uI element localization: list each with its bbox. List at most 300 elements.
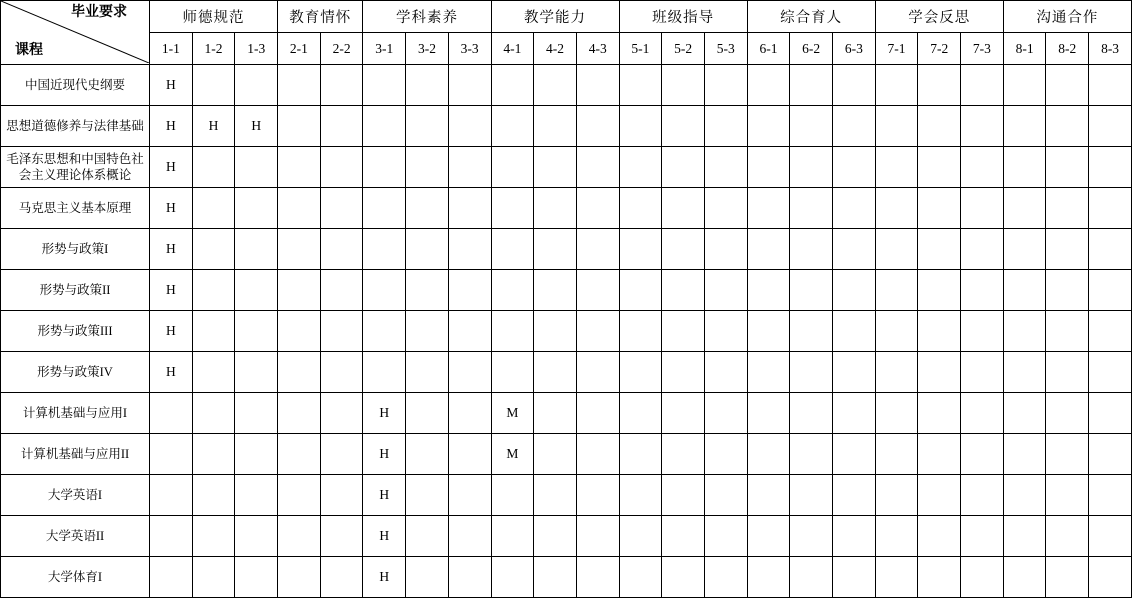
matrix-cell	[619, 475, 662, 516]
matrix-cell	[833, 393, 876, 434]
table-row	[1, 434, 1132, 475]
matrix-cell	[704, 106, 747, 147]
matrix-cell	[747, 475, 790, 516]
matrix-cell	[1046, 65, 1089, 106]
matrix-cell	[320, 475, 363, 516]
matrix-cell	[918, 434, 961, 475]
matrix-cell	[576, 106, 619, 147]
matrix-cell	[918, 188, 961, 229]
matrix-cell: H	[150, 147, 193, 188]
matrix-cell	[961, 270, 1004, 311]
matrix-cell	[875, 270, 918, 311]
matrix-cell	[619, 434, 662, 475]
matrix-cell	[875, 557, 918, 598]
matrix-cell	[150, 434, 193, 475]
matrix-cell	[534, 147, 577, 188]
matrix-cell	[662, 147, 705, 188]
matrix-cell	[491, 557, 534, 598]
matrix-cell	[406, 434, 449, 475]
matrix-cell	[235, 188, 278, 229]
matrix-cell	[704, 147, 747, 188]
matrix-cell	[448, 475, 491, 516]
matrix-cell	[833, 434, 876, 475]
matrix-cell	[320, 229, 363, 270]
matrix-cell	[278, 516, 321, 557]
matrix-cell	[1003, 393, 1046, 434]
matrix-cell	[491, 311, 534, 352]
matrix-cell	[918, 557, 961, 598]
course-name-cell: 大学英语I	[1, 475, 150, 516]
matrix-cell	[192, 434, 235, 475]
matrix-cell	[747, 270, 790, 311]
matrix-cell	[918, 393, 961, 434]
matrix-cell	[1046, 557, 1089, 598]
matrix-cell	[619, 516, 662, 557]
matrix-cell	[406, 270, 449, 311]
matrix-cell	[576, 311, 619, 352]
matrix-cell	[747, 147, 790, 188]
matrix-cell	[235, 229, 278, 270]
matrix-cell	[747, 352, 790, 393]
matrix-cell	[363, 229, 406, 270]
matrix-cell	[704, 393, 747, 434]
course-name-cell: 计算机基础与应用I	[1, 393, 150, 434]
matrix-cell	[448, 557, 491, 598]
sub-indicator-header-3-2: 3-2	[406, 33, 449, 65]
matrix-cell	[747, 393, 790, 434]
matrix-cell	[747, 65, 790, 106]
matrix-cell	[192, 65, 235, 106]
group-header-5: 班级指导	[619, 1, 747, 33]
matrix-cell	[192, 393, 235, 434]
matrix-cell	[662, 65, 705, 106]
matrix-cell	[320, 434, 363, 475]
matrix-cell	[790, 311, 833, 352]
sub-indicator-header-5-2: 5-2	[662, 33, 705, 65]
matrix-cell	[491, 475, 534, 516]
matrix-cell	[875, 352, 918, 393]
matrix-cell: H	[150, 270, 193, 311]
matrix-cell	[448, 352, 491, 393]
matrix-cell	[875, 516, 918, 557]
matrix-cell	[1089, 434, 1132, 475]
matrix-cell	[875, 393, 918, 434]
matrix-cell	[406, 229, 449, 270]
matrix-cell	[320, 311, 363, 352]
matrix-cell	[790, 516, 833, 557]
sub-indicator-header-6-2: 6-2	[790, 33, 833, 65]
matrix-cell	[619, 106, 662, 147]
sub-indicator-header-8-3: 8-3	[1089, 33, 1132, 65]
matrix-cell	[747, 516, 790, 557]
matrix-cell	[320, 352, 363, 393]
matrix-cell	[704, 270, 747, 311]
matrix-cell	[491, 270, 534, 311]
matrix-cell	[619, 311, 662, 352]
matrix-cell	[406, 516, 449, 557]
matrix-cell	[875, 188, 918, 229]
matrix-cell	[448, 229, 491, 270]
matrix-cell	[1089, 352, 1132, 393]
matrix-cell	[619, 188, 662, 229]
course-name-cell: 大学体育I	[1, 557, 150, 598]
matrix-cell	[192, 352, 235, 393]
group-header-7: 学会反思	[875, 1, 1003, 33]
matrix-cell	[833, 147, 876, 188]
matrix-cell	[363, 188, 406, 229]
matrix-cell	[1046, 229, 1089, 270]
matrix-body	[1, 65, 1132, 598]
matrix-cell: H	[150, 65, 193, 106]
matrix-cell	[1089, 270, 1132, 311]
matrix-cell	[918, 147, 961, 188]
matrix-cell	[192, 147, 235, 188]
matrix-cell	[961, 188, 1004, 229]
course-name-cell: 大学英语II	[1, 516, 150, 557]
matrix-cell	[961, 434, 1004, 475]
matrix-cell	[833, 352, 876, 393]
matrix-cell	[576, 557, 619, 598]
matrix-cell	[662, 106, 705, 147]
matrix-cell	[534, 434, 577, 475]
matrix-cell	[1089, 311, 1132, 352]
table-row	[1, 393, 1132, 434]
matrix-cell	[406, 106, 449, 147]
matrix-cell	[662, 311, 705, 352]
matrix-cell	[1046, 352, 1089, 393]
sub-indicator-header-3-3: 3-3	[448, 33, 491, 65]
matrix-cell	[406, 393, 449, 434]
matrix-cell	[1003, 270, 1046, 311]
matrix-cell	[150, 393, 193, 434]
matrix-cell	[619, 270, 662, 311]
matrix-cell	[747, 229, 790, 270]
matrix-cell: M	[491, 393, 534, 434]
matrix-cell	[235, 475, 278, 516]
sub-indicator-header-8-1: 8-1	[1003, 33, 1046, 65]
course-name-cell: 计算机基础与应用II	[1, 434, 150, 475]
course-name-cell: 形势与政策I	[1, 229, 150, 270]
matrix-cell	[704, 475, 747, 516]
sub-indicator-header-5-1: 5-1	[619, 33, 662, 65]
matrix-cell	[790, 106, 833, 147]
matrix-cell	[1046, 393, 1089, 434]
sub-indicator-header-2-1: 2-1	[278, 33, 321, 65]
matrix-cell	[961, 311, 1004, 352]
matrix-cell	[534, 188, 577, 229]
matrix-cell	[961, 229, 1004, 270]
matrix-cell	[833, 65, 876, 106]
matrix-cell	[704, 65, 747, 106]
matrix-cell	[790, 475, 833, 516]
matrix-cell	[192, 516, 235, 557]
matrix-cell	[406, 475, 449, 516]
corner-course-label: 课程	[15, 43, 43, 59]
matrix-cell	[235, 65, 278, 106]
sub-indicator-header-7-1: 7-1	[875, 33, 918, 65]
matrix-cell	[534, 393, 577, 434]
matrix-cell	[534, 516, 577, 557]
matrix-cell	[534, 557, 577, 598]
matrix-cell	[534, 311, 577, 352]
matrix-cell	[875, 106, 918, 147]
sub-indicator-header-6-1: 6-1	[747, 33, 790, 65]
matrix-cell	[790, 434, 833, 475]
course-name-cell: 中国近现代史纲要	[1, 65, 150, 106]
table-row	[1, 147, 1132, 188]
group-header-6: 综合育人	[747, 1, 875, 33]
matrix-cell	[448, 393, 491, 434]
matrix-cell	[1046, 188, 1089, 229]
matrix-cell	[790, 270, 833, 311]
matrix-cell	[704, 516, 747, 557]
matrix-cell	[747, 188, 790, 229]
matrix-cell	[704, 434, 747, 475]
matrix-cell	[1003, 311, 1046, 352]
matrix-cell: H	[150, 188, 193, 229]
matrix-cell	[278, 65, 321, 106]
matrix-cell	[448, 516, 491, 557]
matrix-cell	[790, 147, 833, 188]
matrix-cell	[1003, 188, 1046, 229]
matrix-cell	[406, 188, 449, 229]
matrix-cell	[961, 147, 1004, 188]
course-name-cell: 毛泽东思想和中国特色社会主义理论体系概论	[1, 147, 150, 188]
sub-indicator-header-7-2: 7-2	[918, 33, 961, 65]
matrix-cell: H	[363, 393, 406, 434]
matrix-cell	[961, 106, 1004, 147]
table-row	[1, 229, 1132, 270]
course-name-cell: 马克思主义基本原理	[1, 188, 150, 229]
matrix-cell	[833, 229, 876, 270]
matrix-cell	[363, 147, 406, 188]
matrix-cell	[961, 516, 1004, 557]
matrix-cell	[918, 65, 961, 106]
matrix-cell	[704, 229, 747, 270]
matrix-cell	[1089, 147, 1132, 188]
matrix-cell	[363, 352, 406, 393]
sub-indicator-header-3-1: 3-1	[363, 33, 406, 65]
matrix-cell	[406, 311, 449, 352]
sub-indicator-header-2-2: 2-2	[320, 33, 363, 65]
matrix-cell	[320, 516, 363, 557]
table-row	[1, 270, 1132, 311]
matrix-cell	[491, 516, 534, 557]
matrix-cell	[1046, 270, 1089, 311]
matrix-cell	[747, 311, 790, 352]
matrix-cell	[1089, 188, 1132, 229]
matrix-cell	[491, 65, 534, 106]
matrix-cell	[704, 311, 747, 352]
matrix-cell	[278, 229, 321, 270]
group-header-2: 教育情怀	[278, 1, 363, 33]
matrix-cell	[790, 188, 833, 229]
matrix-cell	[747, 106, 790, 147]
matrix-cell	[704, 188, 747, 229]
table-row	[1, 557, 1132, 598]
matrix-cell: H	[235, 106, 278, 147]
matrix-cell	[619, 557, 662, 598]
matrix-cell	[1046, 516, 1089, 557]
matrix-cell	[320, 147, 363, 188]
matrix-cell	[192, 270, 235, 311]
matrix-cell	[150, 475, 193, 516]
matrix-cell	[278, 434, 321, 475]
matrix-cell	[790, 352, 833, 393]
sub-indicator-header-7-3: 7-3	[961, 33, 1004, 65]
matrix-cell	[833, 475, 876, 516]
matrix-cell	[662, 557, 705, 598]
matrix-cell	[278, 557, 321, 598]
matrix-cell	[833, 188, 876, 229]
matrix-cell: H	[363, 475, 406, 516]
matrix-cell	[448, 188, 491, 229]
corner-header-cell	[1, 1, 150, 65]
matrix-cell	[918, 229, 961, 270]
matrix-cell	[1003, 475, 1046, 516]
sub-indicator-header-1-1: 1-1	[150, 33, 193, 65]
matrix-cell	[320, 106, 363, 147]
matrix-cell	[576, 475, 619, 516]
group-header-1: 师德规范	[150, 1, 278, 33]
matrix-cell	[278, 270, 321, 311]
matrix-cell	[150, 557, 193, 598]
table-row	[1, 188, 1132, 229]
matrix-cell	[790, 393, 833, 434]
matrix-cell	[1046, 147, 1089, 188]
matrix-cell	[1046, 311, 1089, 352]
matrix-cell	[278, 393, 321, 434]
matrix-cell	[448, 311, 491, 352]
matrix-cell	[491, 147, 534, 188]
group-header-8: 沟通合作	[1003, 1, 1131, 33]
matrix-cell	[1089, 475, 1132, 516]
matrix-cell	[576, 65, 619, 106]
matrix-cell	[576, 229, 619, 270]
matrix-cell	[534, 475, 577, 516]
matrix-cell	[150, 516, 193, 557]
matrix-cell	[576, 352, 619, 393]
matrix-cell	[320, 65, 363, 106]
matrix-cell	[576, 270, 619, 311]
matrix-cell	[491, 106, 534, 147]
course-name-cell: 形势与政策IV	[1, 352, 150, 393]
matrix-cell	[278, 106, 321, 147]
matrix-cell	[320, 557, 363, 598]
matrix-cell	[833, 106, 876, 147]
matrix-cell	[662, 393, 705, 434]
matrix-cell	[619, 65, 662, 106]
matrix-cell	[1003, 65, 1046, 106]
matrix-cell	[363, 270, 406, 311]
matrix-cell	[662, 229, 705, 270]
matrix-cell	[790, 229, 833, 270]
matrix-cell	[875, 229, 918, 270]
sub-indicator-header-6-3: 6-3	[833, 33, 876, 65]
sub-indicator-header-5-3: 5-3	[704, 33, 747, 65]
matrix-cell	[961, 557, 1004, 598]
matrix-cell	[1003, 516, 1046, 557]
matrix-cell	[278, 188, 321, 229]
matrix-cell	[192, 557, 235, 598]
matrix-cell	[619, 229, 662, 270]
matrix-cell	[406, 557, 449, 598]
matrix-cell	[619, 393, 662, 434]
matrix-cell: M	[491, 434, 534, 475]
matrix-cell	[491, 229, 534, 270]
matrix-cell	[662, 188, 705, 229]
matrix-cell	[662, 270, 705, 311]
matrix-cell	[448, 434, 491, 475]
matrix-cell	[1003, 106, 1046, 147]
matrix-cell	[235, 516, 278, 557]
matrix-cell: H	[150, 106, 193, 147]
matrix-cell	[235, 147, 278, 188]
matrix-cell	[961, 352, 1004, 393]
matrix-cell	[448, 106, 491, 147]
matrix-cell: H	[150, 311, 193, 352]
matrix-cell	[235, 393, 278, 434]
sub-indicator-header-4-1: 4-1	[491, 33, 534, 65]
matrix-cell	[619, 147, 662, 188]
matrix-cell	[918, 475, 961, 516]
matrix-cell	[833, 557, 876, 598]
matrix-cell	[278, 147, 321, 188]
matrix-cell	[406, 65, 449, 106]
matrix-cell	[576, 434, 619, 475]
matrix-cell	[534, 352, 577, 393]
matrix-cell	[1089, 516, 1132, 557]
matrix-cell	[790, 65, 833, 106]
table-row	[1, 65, 1132, 106]
matrix-cell	[662, 352, 705, 393]
matrix-cell	[320, 188, 363, 229]
header-group-row	[1, 1, 1132, 33]
matrix-cell	[747, 557, 790, 598]
matrix-cell	[235, 270, 278, 311]
matrix-cell	[576, 393, 619, 434]
matrix-cell	[192, 475, 235, 516]
matrix-cell	[704, 557, 747, 598]
matrix-cell	[662, 516, 705, 557]
corner-requirement-label: 毕业要求	[71, 5, 127, 20]
matrix-cell	[875, 147, 918, 188]
matrix-cell	[576, 516, 619, 557]
matrix-cell	[235, 434, 278, 475]
table-row	[1, 106, 1132, 147]
matrix-cell	[961, 475, 1004, 516]
matrix-cell: H	[363, 516, 406, 557]
header-subindicator-row	[1, 33, 1132, 65]
matrix-cell	[534, 229, 577, 270]
matrix-cell	[662, 475, 705, 516]
matrix-cell	[235, 557, 278, 598]
matrix-cell: H	[192, 106, 235, 147]
matrix-cell	[1003, 557, 1046, 598]
matrix-cell	[918, 311, 961, 352]
matrix-cell: H	[150, 229, 193, 270]
matrix-cell	[192, 311, 235, 352]
sub-indicator-header-1-2: 1-2	[192, 33, 235, 65]
matrix-cell	[1046, 434, 1089, 475]
matrix-cell	[1003, 352, 1046, 393]
matrix-cell	[1089, 393, 1132, 434]
matrix-cell	[278, 311, 321, 352]
matrix-cell: H	[150, 352, 193, 393]
table-row	[1, 352, 1132, 393]
matrix-cell	[534, 106, 577, 147]
matrix-cell	[833, 311, 876, 352]
